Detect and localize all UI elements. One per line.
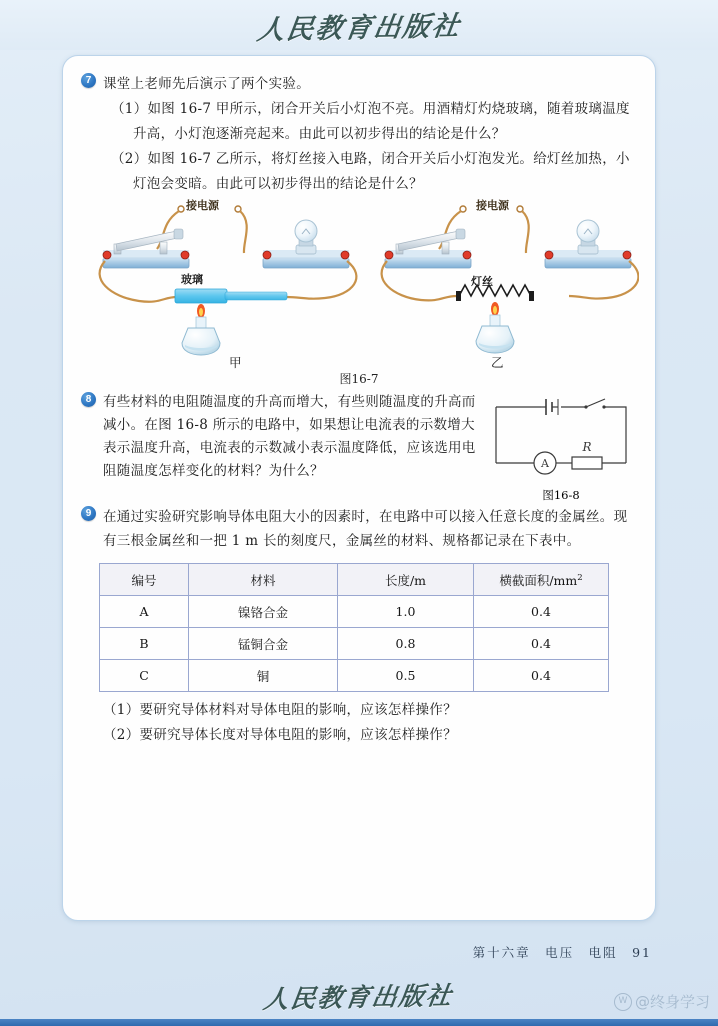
table-header-row	[100, 564, 609, 596]
cell-area: 0.4	[474, 660, 609, 692]
cell-material: 锰铜合金	[189, 628, 338, 660]
question-7-stem: 课堂上老师先后演示了两个实验。	[103, 76, 310, 92]
panel-yi	[382, 206, 639, 353]
question-7-sub-1	[111, 97, 637, 147]
metal-wire-table	[99, 563, 609, 692]
question-9-sub-1: （1）要研究导体材料对导体电阻的影响，应该怎样操作？	[103, 702, 457, 718]
panel-label-jia: 甲	[229, 355, 242, 370]
resistor-label: R	[582, 440, 592, 454]
question-8-stem: 有些材料的电阻随温度的升高而增大，有些则随温度的升高而减小。在图 16-8 所示的电路中，如果想让电流表的示数增大表示温度升高，电流表的示数减小表示温度降低，应该选用电阻随温度怎样变化的材料？为什么？	[103, 394, 476, 479]
figure-16-7	[81, 201, 637, 376]
cell-length: 0.5	[338, 660, 474, 692]
right-source-label: 接电源	[476, 199, 509, 212]
cell-area: 0.4	[474, 596, 609, 628]
table-row	[100, 660, 609, 692]
figure-16-8-drawing	[486, 397, 636, 485]
ammeter-label: A	[541, 457, 549, 470]
figure-16-7-drawing	[81, 201, 639, 361]
question-8-number: 8	[81, 392, 96, 407]
watermark	[614, 991, 710, 1012]
figure-16-7-caption: 图16-7	[339, 372, 379, 386]
question-7-sub-1-text: （1）如图 16-7 甲所示，闭合开关后小灯泡不亮。用酒精灯灼烧玻璃，随着玻璃温度升高，小灯泡逐渐亮起来。由此可以初步得出的结论是什么？	[111, 101, 630, 142]
cell-length: 1.0	[338, 596, 474, 628]
top-publisher-banner	[0, 0, 718, 50]
publisher-logo-bottom: 人民教育出版社	[261, 981, 456, 1014]
table-header-area: 横截面积$/mm^2$	[474, 564, 609, 596]
question-8	[81, 391, 486, 483]
question-9	[81, 505, 637, 553]
figure-16-8-caption: 图16-8	[542, 488, 580, 502]
question-9-stem: 在通过实验研究影响导体电阻大小的因素时，在电路中可以接入任意长度的金属丝。现有三根金属丝和一把 1 m 长的刻度尺，金属丝的材料、规格都记录在下表中。	[103, 509, 628, 549]
question-7-number: 7	[81, 73, 96, 88]
question-9-sub-2: （2）要研究导体长度对导体电阻的影响，应该怎样操作？	[103, 727, 457, 743]
question-7-sub-2-text: （2）如图 16-7 乙所示，将灯丝接入电路，闭合开关后小灯泡发光。给灯丝加热，小灯泡会变暗。由此可以初步得出的结论是什么？	[111, 151, 630, 192]
question-8-row	[81, 391, 637, 503]
bottom-rule	[0, 1019, 718, 1026]
cell-id: B	[100, 628, 189, 660]
cell-length: 0.8	[338, 628, 474, 660]
cell-material: 铜	[189, 660, 338, 692]
content-card	[62, 55, 656, 921]
table-header-id: 编号	[100, 564, 189, 596]
figure-16-8	[486, 391, 637, 503]
question-7-sub-2	[111, 147, 637, 197]
footer-chapter-line: 第十六章 电压 电阻 91	[472, 945, 652, 960]
bottom-publisher-banner	[0, 966, 718, 1026]
weibo-icon: W	[614, 993, 632, 1011]
table-row	[100, 596, 609, 628]
panel-label-yi: 乙	[491, 355, 504, 370]
question-7	[81, 72, 637, 197]
glass-label: 玻璃	[181, 273, 203, 286]
cell-material: 镍铬合金	[189, 596, 338, 628]
left-source-label: 接电源	[186, 199, 219, 212]
cell-id: A	[100, 596, 189, 628]
cell-area: 0.4	[474, 628, 609, 660]
watermark-text: @终身学习	[634, 993, 710, 1011]
filament-label: 灯丝	[471, 275, 493, 288]
table-header-length: 长度/m	[338, 564, 474, 596]
table-row	[100, 628, 609, 660]
table-header-material: 材料	[189, 564, 338, 596]
question-9-number: 9	[81, 506, 96, 521]
cell-id: C	[100, 660, 189, 692]
panel-jia	[100, 206, 357, 355]
publisher-logo-top: 人民教育出版社	[254, 10, 463, 46]
